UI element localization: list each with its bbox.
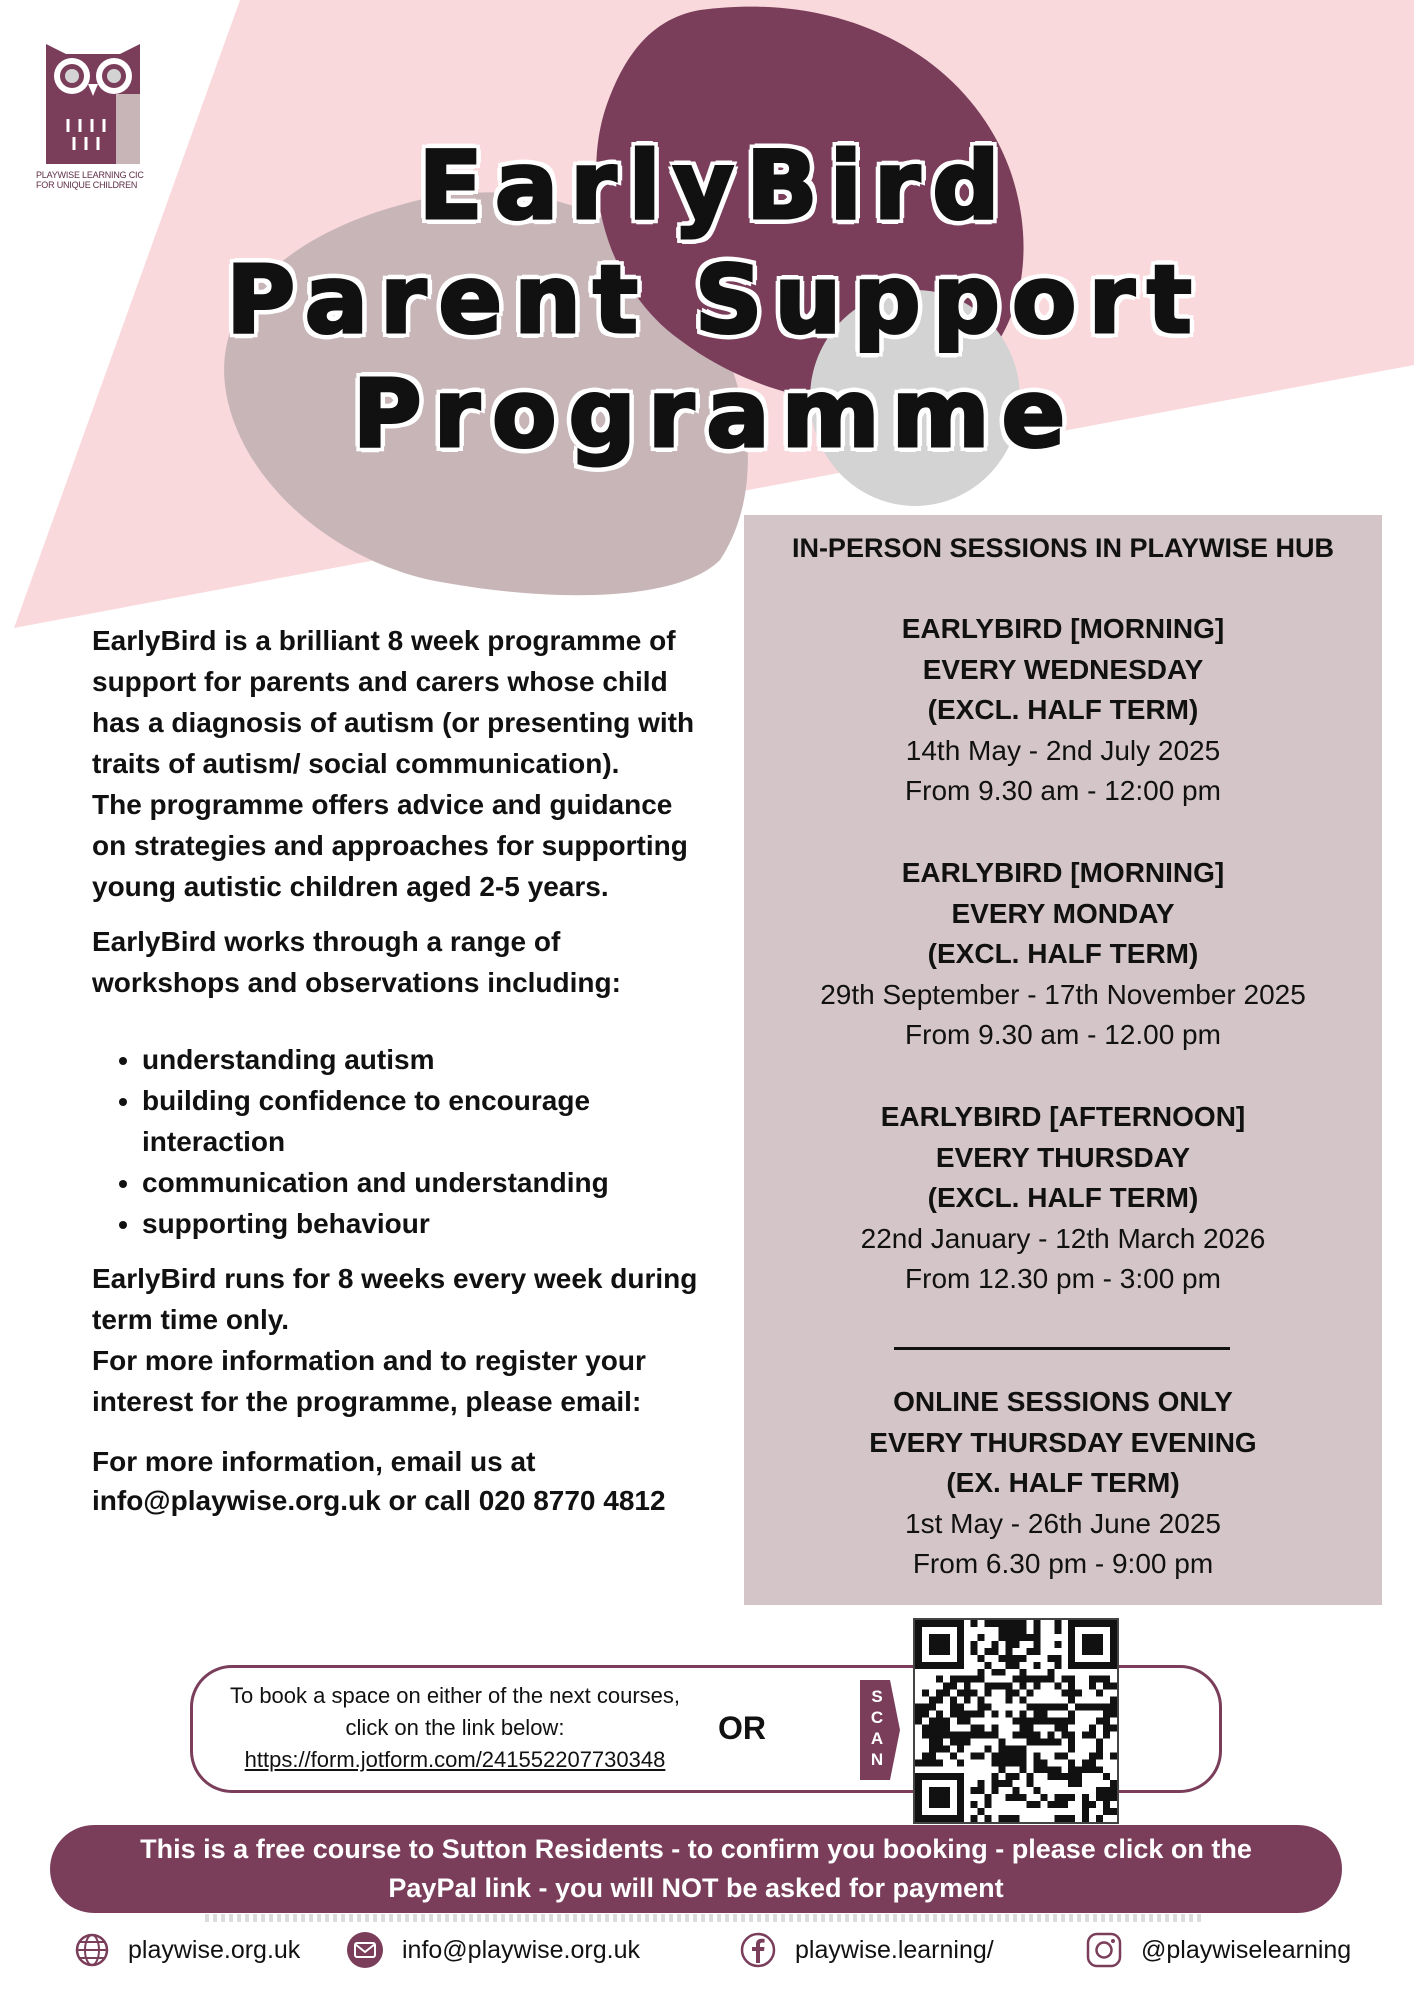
logo-text: PLAYWISE LEARNING CIC FOR UNIQUE CHILDREN	[36, 170, 144, 190]
title-line-2: Parent Support	[226, 246, 1204, 355]
programme-description	[92, 620, 712, 1534]
list-item: • understanding autism	[142, 1039, 712, 1080]
qr-code-graphic	[915, 1620, 1117, 1822]
workshops-paragraph: EarlyBird works through a range of workshops and observations including:	[92, 926, 621, 998]
contact-paragraph: For more information, email us at info@playwise.org.uk or call 020 8770 4812	[92, 1446, 666, 1516]
title-line-1: EarlyBird	[418, 132, 1012, 241]
scan-label: S C A N	[870, 1687, 884, 1769]
topics-list	[92, 1039, 712, 1244]
list-item: • supporting behaviour	[142, 1203, 712, 1244]
list-item: • communication and understanding	[142, 1162, 712, 1203]
qr-code-icon[interactable]	[913, 1618, 1119, 1824]
facebook-icon	[739, 1931, 777, 1969]
footer-instagram[interactable]: @playwiselearning	[1085, 1930, 1351, 1970]
footer-email[interactable]: info@playwise.org.uk	[346, 1930, 640, 1970]
sessions-title: IN-PERSON SESSIONS IN PLAYWISE HUB	[791, 533, 1335, 563]
list-item: • building confidence to encourage interaction	[142, 1080, 712, 1162]
footer-website[interactable]: playwise.org.uk	[74, 1930, 300, 1970]
page-title	[180, 130, 1250, 472]
booking-link[interactable]: https://form.jotform.com/241552207730348	[244, 1747, 666, 1772]
session-thursday: EARLYBIRD [AFTERNOON] EVERY THURSDAY (EXCL. HALF TERM) 22nd January - 12th March 2026 From 12.30 pm - 3:00 pm	[860, 1101, 1266, 1294]
globe-icon	[74, 1932, 110, 1968]
footer-facebook[interactable]: playwise.learning/	[739, 1930, 994, 1970]
session-monday: EARLYBIRD [MORNING] EVERY MONDAY (EXCL. HALF TERM) 29th September - 17th November 2025 From 9.30 am - 12.00 pm	[820, 857, 1306, 1050]
free-course-banner[interactable]: This is a free course to Sutton Residents - to confirm you booking - please click on the PayPal link - you will NOT be asked for payment	[50, 1825, 1342, 1913]
dotted-line	[205, 1914, 1205, 1922]
or-label: OR	[718, 1710, 766, 1746]
booking-text: To book a space on either of the next courses, click on the link below: https://form.jotform.com/241552207730348	[205, 1680, 705, 1776]
sessions-panel	[744, 515, 1382, 1605]
divider	[894, 1347, 1230, 1350]
title-line-3: Programme	[352, 360, 1078, 469]
session-wednesday: EARLYBIRD [MORNING] EVERY WEDNESDAY (EXCL. HALF TERM) 14th May - 2nd July 2025 From 9.30 am - 12:00 pm	[901, 613, 1225, 806]
mail-icon	[346, 1931, 384, 1969]
intro-paragraph: EarlyBird is a brilliant 8 week programme of support for parents and carers whose child has a diagnosis of autism (or presenting with traits of autism/ social communication). The programme offers advice and guidance on strategies and approaches for supporting young autistic children aged 2-5 years.	[92, 625, 695, 902]
instagram-icon	[1085, 1931, 1123, 1969]
session-online: ONLINE SESSIONS ONLY EVERY THURSDAY EVENING (EX. HALF TERM) 1st May - 26th June 2025 From 6.30 pm - 9:00 pm	[869, 1386, 1257, 1579]
duration-paragraph: EarlyBird runs for 8 weeks every week during term time only. For more information and to register your interest for the programme, please email:	[92, 1263, 698, 1417]
